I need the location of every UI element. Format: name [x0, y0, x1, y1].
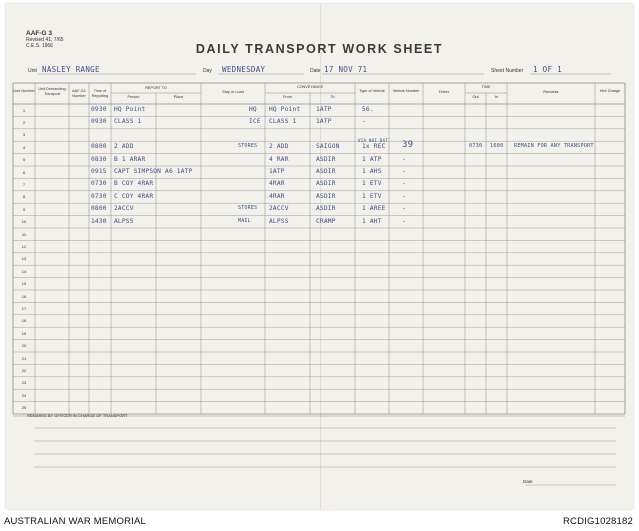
row-number: 8 [22, 194, 26, 200]
col-driver: Driver [438, 90, 450, 94]
cell-time-in: 1600 [490, 143, 504, 150]
cell-to: SAIGON [316, 143, 340, 151]
col-time-in: In [494, 95, 499, 99]
footer-credit: AUSTRALIAN WAR MEMORIAL [4, 516, 147, 527]
date-value: 17 NOV 71 [324, 65, 368, 74]
cell-from: 2 ADD [269, 143, 289, 151]
cell-stay-or-load: ICE [249, 118, 261, 126]
row-number: 10 [21, 219, 27, 225]
cell-time-reporting: 1430 [91, 217, 107, 225]
col-vehicle-number: Vehicle Number [392, 89, 420, 93]
cell-time-reporting: 0730 [91, 180, 107, 188]
cell-time-reporting: 0930 [91, 118, 107, 126]
cell-remarks: REMAIN FOR ANY TRANSPORT [514, 143, 594, 150]
remarks-title: REMARKS BY OFFICER IN CHARGE OF TRANSPORT [27, 413, 128, 418]
day-value: WEDNESDAY [222, 65, 266, 74]
unit-value: NASLEY RANGE [42, 65, 100, 74]
cell-from: CLASS 1 [269, 118, 297, 126]
date-label: Date [310, 68, 321, 74]
cell-person: B COY 4RAR [114, 180, 154, 188]
cell-type-vehicle: 1 AREE [362, 205, 386, 213]
row-number: 24 [21, 392, 27, 398]
row-number: 14 [21, 268, 27, 274]
row-number: 25 [21, 405, 27, 411]
cell-to: ASDIR [316, 180, 336, 188]
cell-person: CLASS 1 [114, 118, 142, 126]
sheet-number-label: Sheet Number [491, 68, 524, 74]
row-number: 15 [21, 281, 27, 287]
form-code: AAF-G 3 [26, 30, 52, 37]
cell-type-vehicle: 1 AHT [362, 217, 382, 225]
cell-vehicle-number: - [402, 155, 406, 163]
sheet-number-value: 1 OF 1 [533, 65, 562, 74]
cell-time-reporting: 0730 [91, 192, 107, 200]
cell-from: 4RAR [269, 192, 285, 200]
col-time: TIME [481, 85, 491, 89]
form-note-2: C.E.S. 1966 [26, 43, 53, 49]
row-number: 20 [21, 343, 27, 349]
col-aaf-g1: AAF-G1 Number [72, 89, 86, 98]
form-note-1: Revised 41, 7/65 [26, 37, 64, 43]
row-number: 21 [21, 355, 27, 361]
row-number: 4 [22, 144, 26, 150]
row-number: 18 [21, 318, 27, 324]
col-unit-demanding: Unit Demanding Transport [38, 87, 66, 96]
col-place: Place [173, 95, 184, 99]
row-number: 5 [22, 157, 26, 163]
col-hire-charge: Hire Charge [599, 89, 621, 93]
cell-from: 2ACCV [269, 205, 289, 213]
cell-type-vehicle: 1 AHS [362, 168, 382, 175]
row-number: 6 [22, 169, 26, 175]
row-number: 22 [21, 367, 27, 373]
row-number: 16 [21, 293, 27, 299]
cell-person: CAPT SIMPSON A6 1ATP [114, 168, 193, 175]
cell-to: 1ATP [316, 118, 332, 126]
col-type-vehicle: Type of Vehicle [359, 89, 385, 93]
cell-type-vehicle: 1 ETV [362, 192, 382, 200]
table-grid [6, 4, 633, 509]
col-to: To [330, 95, 335, 99]
row-number: 2 [22, 119, 26, 125]
col-conveyance: CONVEYANCE [296, 85, 324, 89]
cell-type-vehicle: - [362, 118, 366, 126]
col-line-number: Line Number [13, 89, 35, 93]
cell-from: ALPSS [269, 217, 289, 225]
footer-id: RCDIG1028182 [563, 516, 633, 527]
cell-to: ASDIR [316, 205, 336, 213]
work-sheet-page [6, 4, 633, 509]
page-title: DAILY TRANSPORT WORK SHEET [195, 42, 444, 56]
cell-to: ASDIR [316, 192, 336, 200]
cell-to: CRAMP [316, 217, 336, 225]
cell-type-vehicle: 1x REC [362, 143, 386, 151]
cell-time-reporting: 0915 [91, 168, 107, 175]
row-number: 23 [21, 380, 27, 386]
cell-person: HQ Point [114, 106, 146, 113]
cell-person: C COY 4RAR [114, 192, 154, 200]
row-number: 19 [21, 330, 27, 336]
cell-type-vehicle: 56. [362, 106, 374, 113]
cell-from: HQ Point [269, 106, 301, 113]
row-number: 1 [22, 107, 26, 113]
date-sign-label: Date [523, 479, 533, 484]
col-time-out: Out [472, 95, 479, 99]
row-number: 7 [22, 181, 26, 187]
col-stay-or-load: Stay or Load [222, 90, 244, 94]
cell-vehicle-number: - [402, 168, 406, 175]
col-remarks: Remarks [543, 90, 559, 94]
cell-from: 1ATP [269, 168, 285, 175]
cell-to: ASDIR [316, 168, 336, 175]
cell-person: ALPSS [114, 217, 134, 225]
cell-type-vehicle: 1 ATP [362, 155, 382, 163]
cell-stay-or-load: HQ [249, 106, 257, 113]
unit-label: Unit [28, 68, 37, 74]
cell-vehicle-number: - [402, 180, 406, 188]
cell-time-reporting: 0930 [91, 106, 107, 113]
cell-from: 4 RAR [269, 155, 289, 163]
col-person: Person [127, 95, 140, 99]
cell-type-vehicle: 1 ETV [362, 180, 382, 188]
cell-stay-or-load: MAIL [238, 217, 251, 224]
cell-time-reporting: 0800 [91, 205, 107, 213]
cell-type-note: VIA NUI DAT [358, 138, 388, 144]
cell-vehicle-number: 39 [402, 140, 414, 151]
col-report-to: REPORT TO [145, 86, 167, 90]
row-number: 9 [22, 206, 26, 212]
cell-vehicle-number: - [402, 192, 406, 200]
cell-time-reporting: 0830 [91, 155, 107, 163]
cell-vehicle-number: - [402, 205, 406, 213]
col-time-reporting: Time of Reporting [91, 89, 109, 98]
cell-vehicle-number: - [402, 217, 406, 225]
row-number: 12 [21, 243, 27, 249]
row-number: 13 [21, 256, 27, 262]
cell-person: 2ACCV [114, 205, 134, 213]
cell-person: 2 ADD [114, 143, 134, 151]
cell-stay-or-load: STORES [238, 143, 258, 150]
row-number: 3 [22, 132, 26, 138]
day-label: Day [203, 68, 212, 74]
cell-from: 4RAR [269, 180, 285, 188]
cell-person: B 1 ARAR [114, 155, 146, 163]
cell-time-reporting: 0800 [91, 143, 107, 151]
cell-to: ASDIR [316, 155, 336, 163]
cell-stay-or-load: STORES [238, 205, 258, 212]
cell-to: 1ATP [316, 106, 332, 113]
row-number: 11 [21, 231, 27, 237]
row-number: 17 [21, 305, 27, 311]
col-from: From [283, 95, 292, 99]
cell-time-out: 0730 [469, 143, 483, 150]
